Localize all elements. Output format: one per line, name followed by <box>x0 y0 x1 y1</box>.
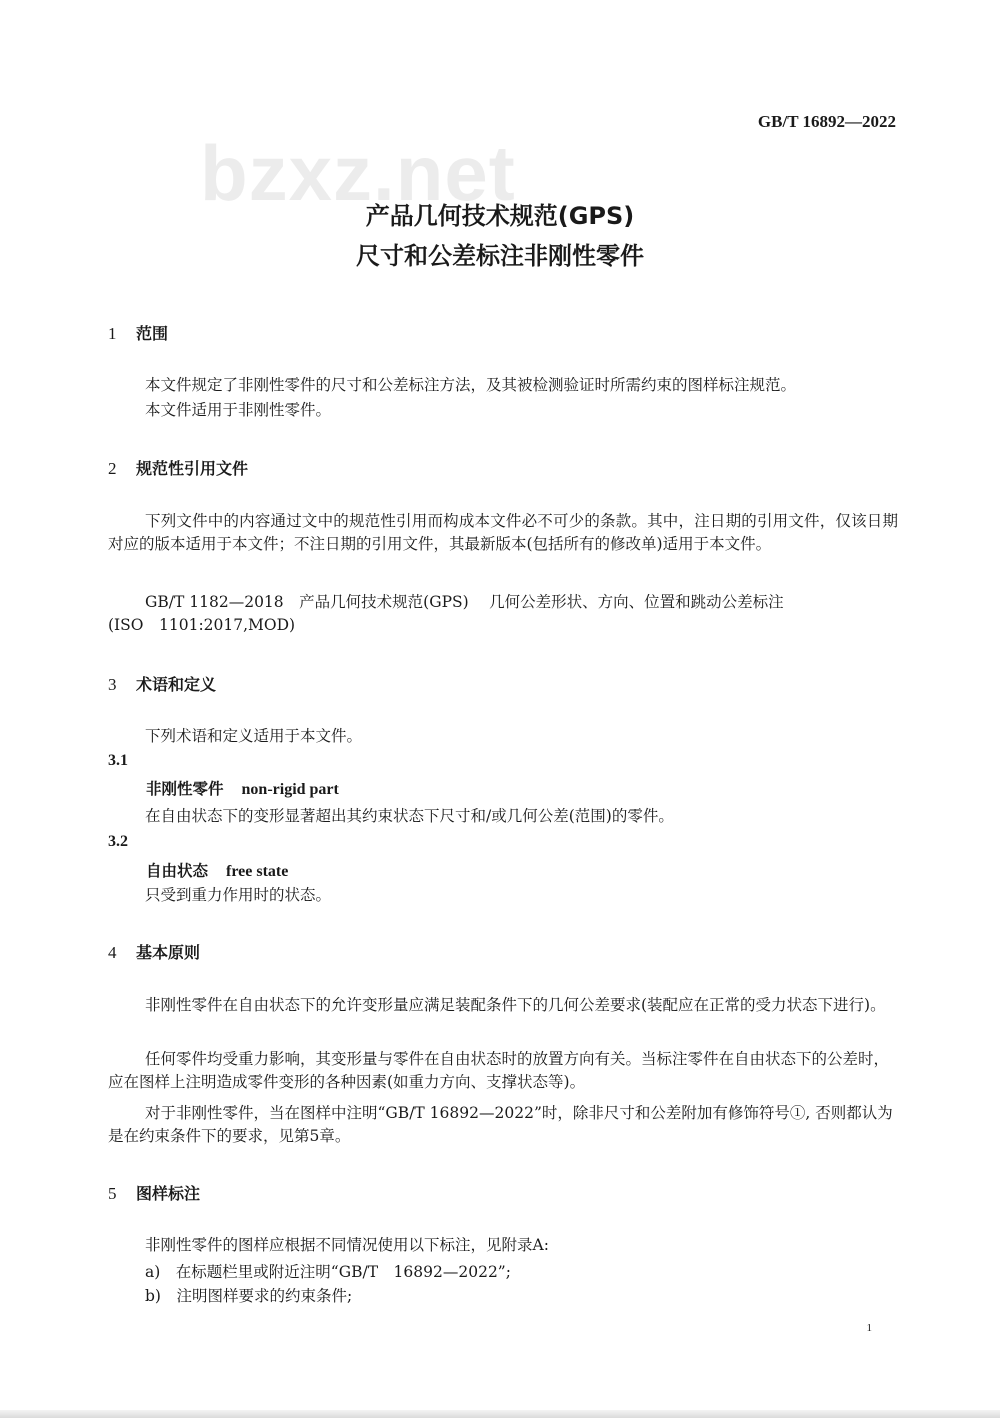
term-3-1 <box>146 777 339 799</box>
section-title: 基本原则 <box>136 943 201 962</box>
section-title: 范围 <box>136 324 169 343</box>
section-4-paragraph-1: 非刚性零件在自由状态下的允许变形量应满足装配条件下的几何公差要求(装配应在正常的受力状态下进行)。 <box>145 996 886 1014</box>
term-english: free state <box>226 863 289 880</box>
section-5-paragraph-1: 非刚性零件的图样应根据不同情况使用以下标注，见附录A: <box>145 1236 549 1254</box>
term-english: non-rigid part <box>241 781 339 798</box>
term-3-1-definition: 在自由状态下的变形显著超出其约束状态下尺寸和/或几何公差(范围)的零件。 <box>145 807 674 825</box>
reference-line-1: GB/T 1182—2018 产品几何技术规范(GPS) 几何公差形状、方向、位置和跳动公差标注 <box>145 593 784 611</box>
watermark: bzxz.net <box>200 129 516 217</box>
document-title-line2: 尺寸和公差标注非刚性零件 <box>356 242 644 270</box>
section-1-heading <box>108 321 168 344</box>
section-4-heading <box>108 940 200 963</box>
section-1-paragraph-2: 本文件适用于非刚性零件。 <box>145 401 332 419</box>
list-item-a: a) 在标题栏里或附近注明“GB/T 16892—2022”; <box>145 1263 511 1281</box>
term-chinese: 自由状态 <box>146 862 209 880</box>
section-number: 4 <box>108 943 117 962</box>
standard-number: GB/T 16892—2022 <box>757 112 896 131</box>
section-3-heading <box>108 672 216 695</box>
section-4-paragraph-3: 对于非刚性零件，当在图样中注明“GB/T 16892—2022”时，除非尺寸和公差附加有修饰符号①, 否则都认为是在约束条件下的要求，见第5章。 <box>108 1104 893 1145</box>
term-3-2 <box>146 859 288 881</box>
section-4-paragraph-2: 任何零件均受重力影响，其变形量与零件在自由状态时的放置方向有关。当标注零件在自由状态下的公差时，应在图样上注明造成零件变形的各种因素(如重力方向、支撑状态等)。 <box>108 1050 890 1091</box>
reference-line-2: (ISO 1101:2017,MOD) <box>108 616 296 634</box>
section-2-heading <box>108 456 248 479</box>
term-3-1-number: 3.1 <box>108 752 128 769</box>
section-number: 5 <box>108 1184 117 1203</box>
section-3-paragraph-1: 下列术语和定义适用于本文件。 <box>145 727 363 745</box>
list-item-b: b) 注明图样要求的约束条件; <box>145 1287 353 1305</box>
page-bottom-edge <box>0 1410 1000 1418</box>
section-5-heading <box>108 1181 200 1204</box>
page-number: 1 <box>866 1322 872 1334</box>
section-2-paragraph-1: 下列文件中的内容通过文中的规范性引用而构成本文件必不可少的条款。其中，注日期的引用文件，仅该日期对应的版本适用于本文件；不注日期的引用文件，其最新版本(包括所有的修改单)适用于本文件。 <box>108 512 898 553</box>
term-chinese: 非刚性零件 <box>146 780 224 798</box>
document-title-line1: 产品几何技术规范(GPS) <box>365 202 635 230</box>
section-number: 2 <box>108 459 117 478</box>
section-title: 术语和定义 <box>136 675 217 694</box>
section-number: 1 <box>108 324 117 343</box>
section-1-paragraph-1: 本文件规定了非刚性零件的尺寸和公差标注方法，及其被检测验证时所需约束的图样标注规范。 <box>145 376 797 394</box>
section-title: 图样标注 <box>136 1184 201 1203</box>
term-3-2-number: 3.2 <box>108 833 128 850</box>
section-number: 3 <box>108 675 117 694</box>
section-title: 规范性引用文件 <box>136 459 249 478</box>
term-3-2-definition: 只受到重力作用时的状态。 <box>145 886 332 904</box>
